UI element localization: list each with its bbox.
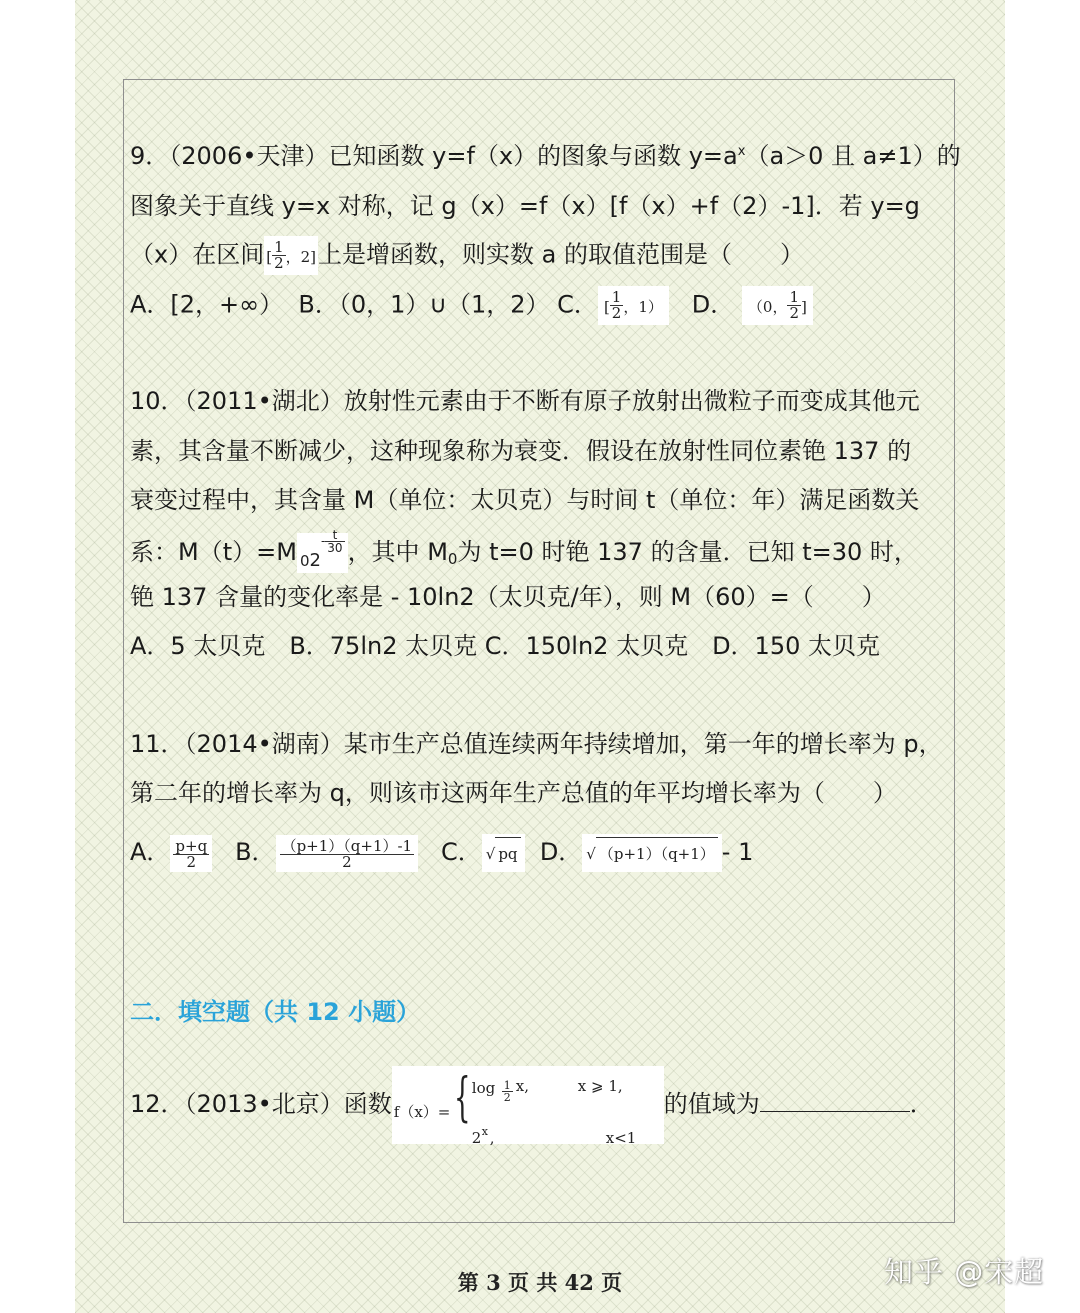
q12-line: 12．（2013•北京）函数 f（x）= { log $\frac{1}{2}$ x, x ⩾ 1, 2 x , x<1 的值域为 ． bbox=[130, 1068, 934, 1147]
q9-line-1: 9．（2006•天津）已知函数 y=f（x）的图象与函数 $y=a^x(a>0$ 且 a≠1）的 bbox=[130, 142, 961, 170]
page-footer: 第 3 页 共 42 页 bbox=[457, 1270, 623, 1295]
q10-line-3: 衰变过程中，其含量 M（单位：太贝克）与时间 t（单位：年）满足函数关 bbox=[130, 486, 920, 514]
q11-option-a-formula: $\frac{p+q}{2}$ bbox=[170, 835, 212, 872]
q12-answer-blank[interactable] bbox=[760, 1087, 910, 1112]
q9-option-d-formula: （0， $\frac{1}{2}$ ] bbox=[742, 286, 813, 325]
q10-decay-formula: $_02^{- \frac{t}{30}}$ bbox=[297, 533, 348, 573]
q9-options: A．[2，+∞） B．（0，1）∪（1，2） C． [ $\frac{1}{2}$ ，1） D． （0， $\frac{1}{2}$ ] bbox=[130, 286, 813, 325]
q10-line-2: 素，其含量不断减少，这种现象称为衰变．假设在放射性同位素铯 137 的 bbox=[130, 437, 912, 465]
q11-option-b-formula: $\frac{(p+1)(q+1)-1}{2}$ bbox=[276, 835, 419, 872]
q9-option-c-formula: [ $\frac{1}{2}$ ，1） bbox=[598, 286, 669, 325]
q11-line-1: 11．（2014•湖南）某市生产总值连续两年持续增加，第一年的增长率为 p， bbox=[130, 730, 943, 758]
q9-line-3: （x）在区间 [ $\frac{1}{2}$ ，2]上是增函数，则实数 a 的取值范围是（ ） bbox=[130, 236, 804, 275]
q9-option-a: A．[2，+∞） bbox=[130, 290, 284, 319]
q10-line-5: 铯 137 含量的变化率是 - 10ln2（太贝克/年），则 M（60）=（ ） bbox=[130, 583, 886, 611]
q11-options: A． $\frac{p+q}{2}$ B． $\frac{(p+1)(q+1)-1}{2}$ C． √ pq D． √ （p+1）（q+1） - 1 bbox=[130, 834, 753, 872]
zhihu-watermark: 知乎 @宋超 bbox=[884, 1255, 1045, 1289]
q10-options: A．5 太贝克 B．75ln2 太贝克 C．150ln2 太贝克 D．150 太贝克 bbox=[130, 632, 880, 660]
q11-option-c-formula: √ pq bbox=[482, 834, 525, 872]
q11-line-2: 第二年的增长率为 q，则该市这两年生产总值的年平均增长率为（ ） bbox=[130, 779, 897, 807]
q9-interval-formula: [ $\frac{1}{2}$ ，2] bbox=[264, 236, 318, 275]
q10-line-1: 10．（2011•湖北）放射性元素由于不断有原子放射出微粒子而变成其他元 bbox=[130, 387, 920, 415]
q11-option-d-formula: √ （p+1）（q+1） bbox=[582, 834, 722, 872]
q12-piecewise-formula: f（x）= { log $\frac{1}{2}$ x, x ⩾ 1, 2 x , x<1 bbox=[392, 1066, 664, 1144]
q9-option-b: B．（0，1）∪（1，2） bbox=[298, 290, 550, 319]
q10-line-4: 系：M（t）=M $_02^{- \frac{t}{30}}$ ，其中 $M_0$为 t=0 时铯 137 的含量．已知 t=30 时， bbox=[130, 528, 918, 571]
q9-line-2: 图象关于直线 y=x 对称，记 g（x）=f（x）[f（x）+f（2）-1]．若 y=g bbox=[130, 192, 920, 220]
section-title-fill-in: 二．填空题（共 12 小题） bbox=[130, 998, 421, 1026]
